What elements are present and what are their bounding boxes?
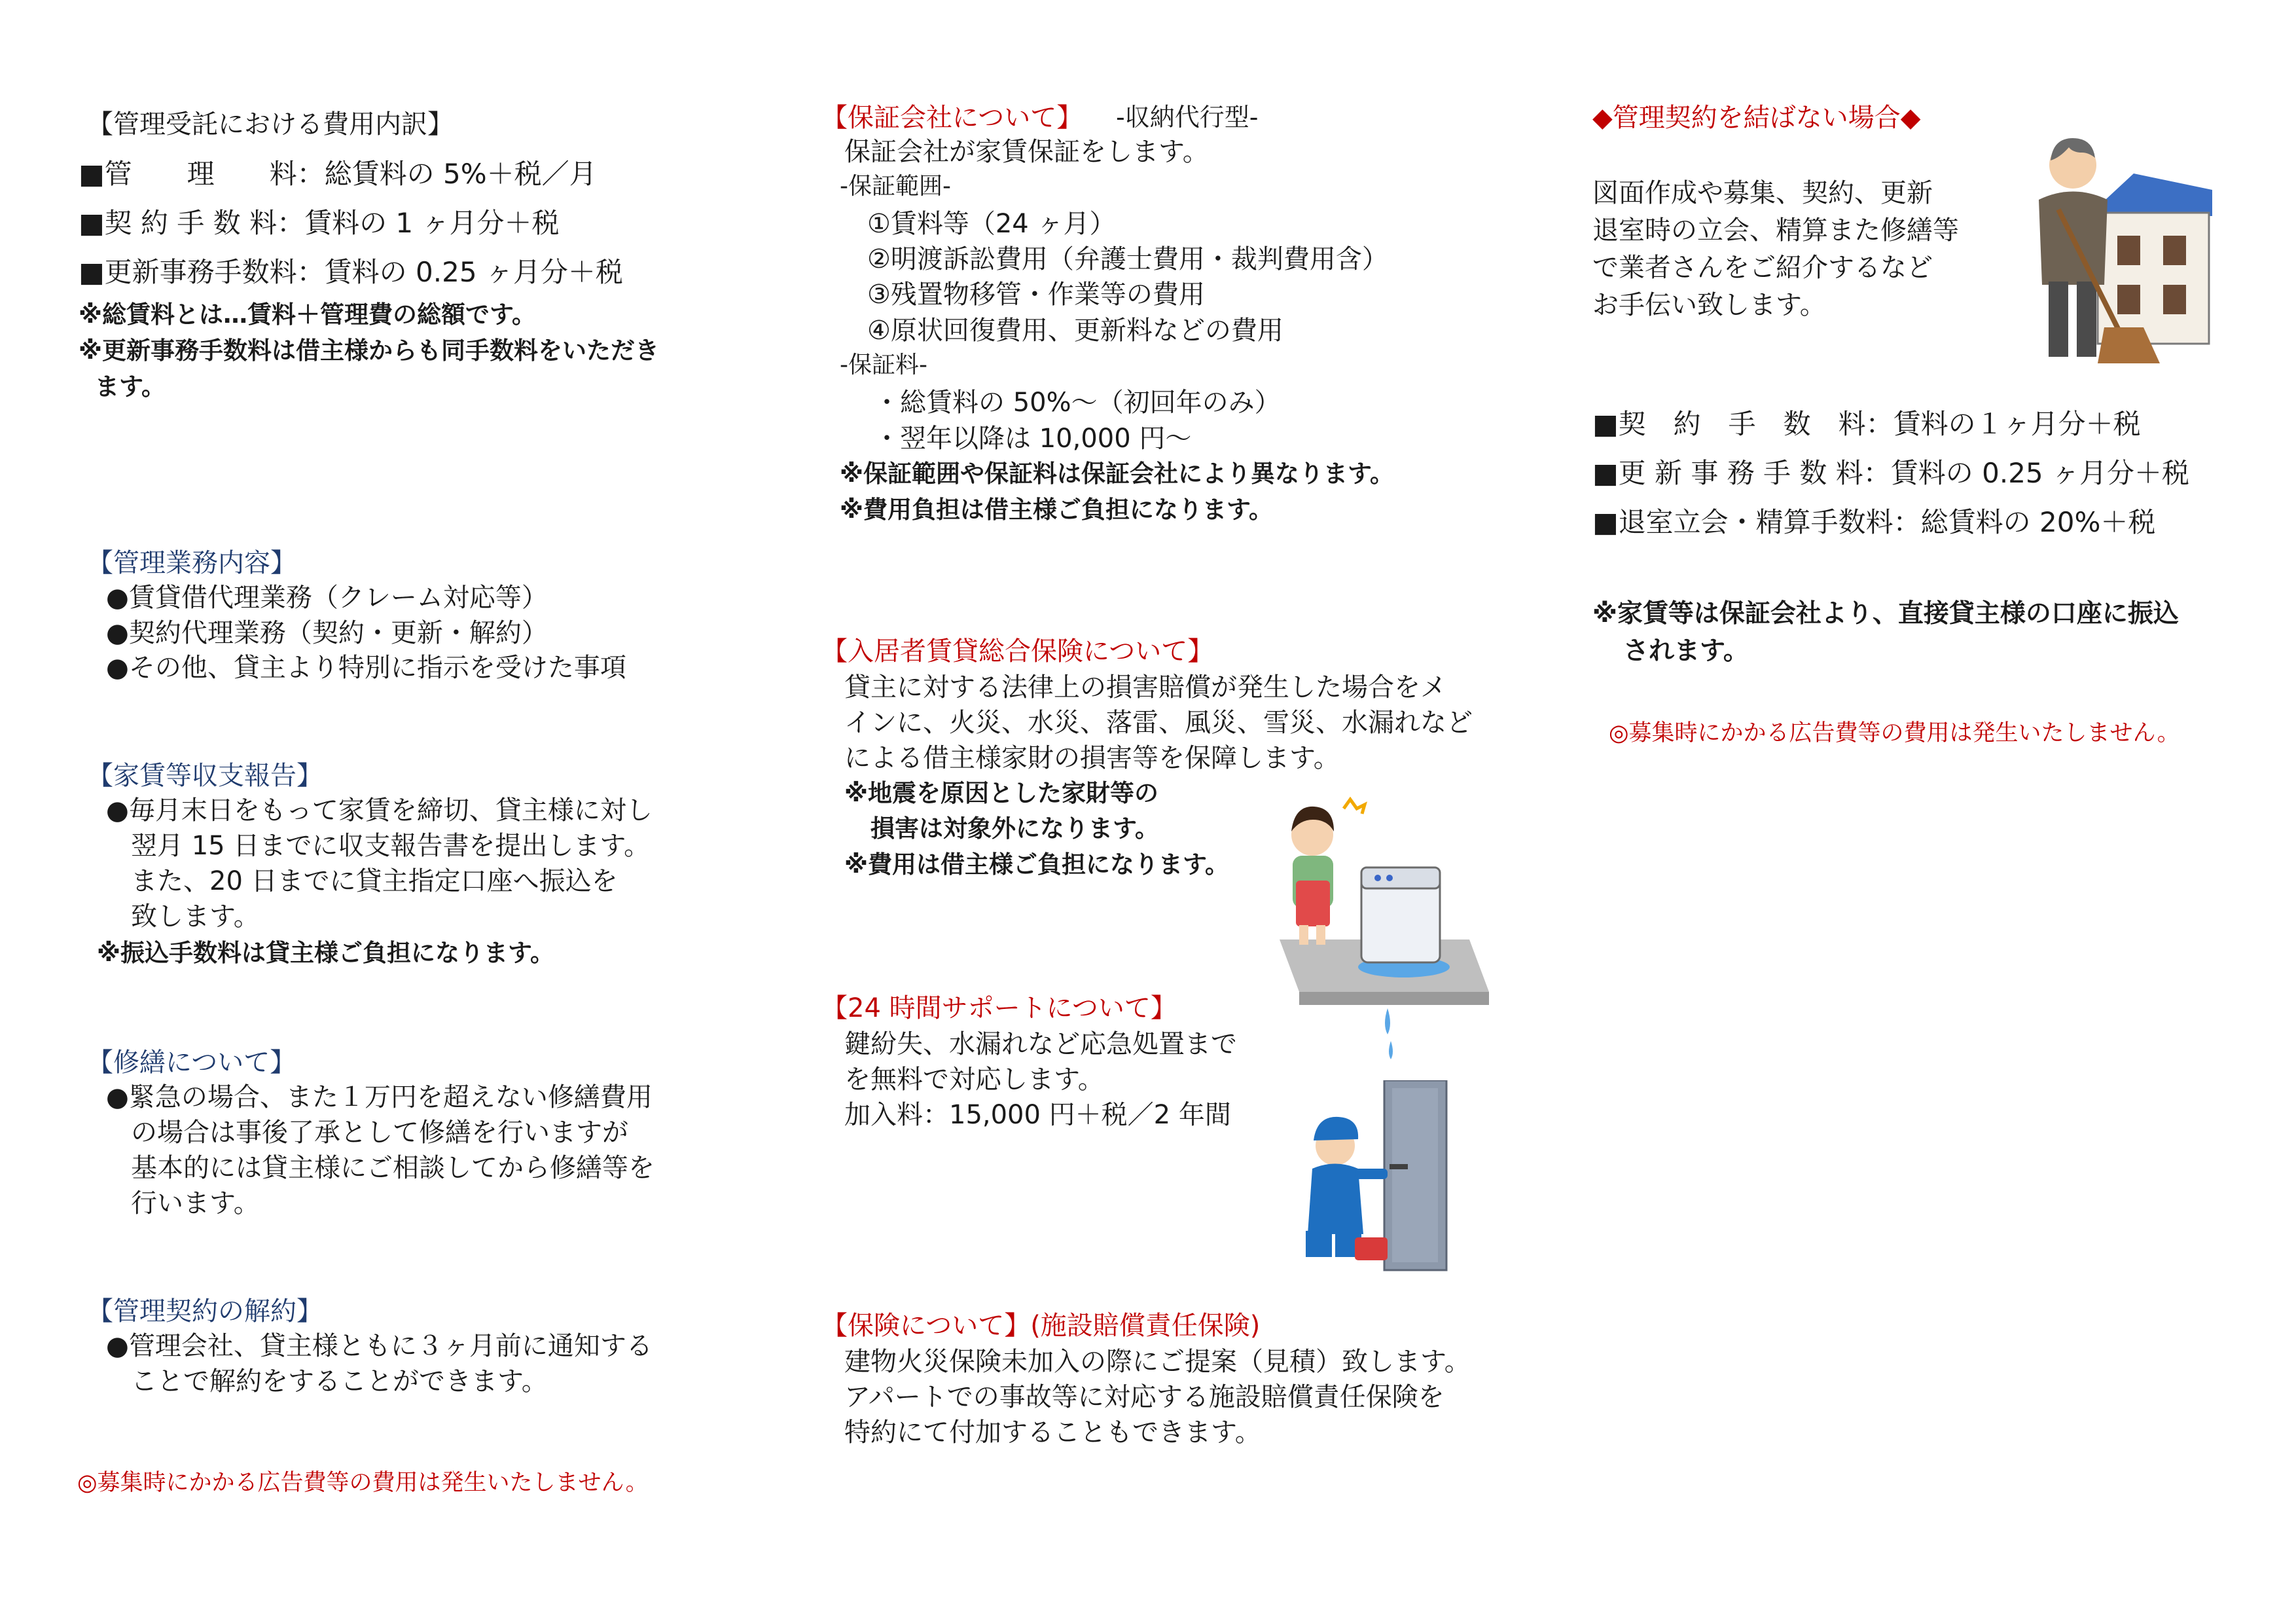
no-contract-note: ※家賃等は保証会社より、直接貸主様の口座に振込 [1592,599,2179,629]
right-footer-note: ◎募集時にかかる広告費等の費用は発生いたしません。 [1609,720,2180,746]
no-contract-intro: で業者さんをご紹介するなど [1592,253,1933,283]
repair-line: ●緊急の場合、また１万円を超えない修繕費用 [106,1082,653,1112]
guarantee-title: 【保証会社について】 [821,103,1083,133]
support-line: 鍵紛失、水漏れなど応急処置まで [844,1029,1237,1059]
insurance-line: による借主様家財の損害等を保障します。 [844,743,1340,773]
support-title: 【24 時間サポートについて】 [821,993,1177,1023]
cancel-line: ●管理会社、貸主様ともに３ヶ月前に通知する [106,1331,653,1361]
fee-title: 【管理受託における費用内訳】 [87,109,454,139]
no-contract-intro: お手伝い致します。 [1592,290,1826,320]
guarantee-range-item: ①賃料等（24 ヶ月） [867,209,1116,239]
water-drop [1389,1041,1393,1059]
facility-title: 【保険について】(施設賠償責任保険) [821,1311,1261,1341]
support-line: を無料で対応します。 [844,1065,1104,1095]
water-drop [1385,1008,1390,1034]
fee-management: ■管 理 料：総賃料の 5%＋税／月 [79,158,597,190]
no-contract-fee: ■退室立会・精算手数料：総賃料の 20%＋税 [1592,506,2156,538]
insurance-note: ※地震を原因とした家財等の [844,779,1158,807]
fee-note-renewal: ※更新事務手数料は借主様からも同手数料をいただき [79,337,659,365]
fee-note-total: ※総賃料とは…賃料＋管理費の総額です。 [79,301,537,329]
guarantee-note: ※保証範囲や保証料は保証会社により異なります。 [840,460,1395,488]
no-contract-intro: 退室時の立会、精算また修繕等 [1592,215,1959,246]
report-note: ※振込手数料は貸主様ご負担になります。 [97,939,555,967]
insurance-note: ※費用は借主様ご負担になります。 [844,850,1230,879]
facility-line: 特約にて付加することもできます。 [844,1417,1261,1448]
insurance-title: 【入居者賃貸総合保険について】 [821,636,1214,666]
sweeping-man-illustration [2026,137,2215,370]
cancel-line: ことで解約をすることができます。 [131,1366,548,1396]
no-contract-fee: ■更 新 事 務 手 数 料：賃料の 0.25 ヶ月分＋税 [1592,457,2190,489]
worker-cap [1314,1117,1358,1140]
locksmith-illustration [1299,1080,1463,1277]
report-line: 致します。 [131,902,260,932]
duty-item: ●賃貸借代理業務（クレーム対応等） [106,583,548,613]
facility-line: 建物火災保険未加入の際にご提案（見積）致します。 [844,1347,1471,1377]
repair-line: 行います。 [131,1188,260,1218]
woman-apron [1296,881,1330,926]
duties-title: 【管理業務内容】 [87,548,296,578]
duty-item: ●契約代理業務（契約・更新・解約） [106,618,548,648]
repair-line: 基本的には貸主様にご相談してから修繕等を [131,1153,655,1183]
left-footer-note: ◎募集時にかかる広告費等の費用は発生いたしません。 [77,1470,649,1496]
support-line: 加入料：15,000 円＋税／2 年間 [844,1100,1231,1130]
no-contract-fee: ■契 約 手 数 料：賃料の１ヶ月分＋税 [1592,408,2141,440]
guarantee-range-item: ③残置物移管・作業等の費用 [867,280,1205,310]
insurance-note: 損害は対象外になります。 [870,814,1160,843]
fee-renewal: ■更新事務手数料：賃料の 0.25 ヶ月分＋税 [79,256,623,288]
repair-line: の場合は事後了承として修繕を行いますが [131,1118,628,1148]
duty-item: ●その他、貸主より特別に指示を受けた事項 [106,653,626,683]
cancel-title: 【管理契約の解約】 [87,1296,323,1326]
guarantee-range-label: -保証範囲- [840,173,951,200]
guarantee-note: ※費用負担は借主様ご負担になります。 [840,496,1274,524]
guarantee-fee-item: ・総賃料の 50%～（初回年のみ） [874,388,1281,418]
no-contract-title: ◆管理契約を結ばない場合◆ [1592,103,1921,133]
no-contract-intro: 図面作成や募集、契約、更新 [1592,178,1933,208]
guarantee-fee-label: -保証料- [840,352,927,378]
fee-contract: ■契 約 手 数 料：賃料の 1 ヶ月分＋税 [79,207,560,239]
floor-edge [1299,992,1489,1005]
guarantee-subtitle: -収納代行型- [1116,103,1259,132]
guarantee-fee-item: ・翌年以降は 10,000 円～ [874,424,1192,454]
water-leak-illustration [1273,795,1496,1064]
insurance-line: 貸主に対する法律上の損害賠償が発生した場合をメ [844,672,1446,702]
door-handle [1390,1164,1408,1169]
toolbox [1355,1237,1388,1260]
insurance-line: インに、火災、水災、落雷、風災、雪災、水漏れなど [844,708,1473,738]
facility-line: アパートでの事故等に対応する施設賠償責任保険を [844,1382,1444,1412]
guarantee-intro: 保証会社が家賃保証をします。 [844,137,1209,167]
repair-title: 【修繕について】 [87,1048,296,1078]
report-line: 翌月 15 日までに収支報告書を提出します。 [131,831,651,861]
guarantee-range-item: ②明渡訴訟費用（弁護士費用・裁判費用含） [867,244,1388,274]
report-line: ●毎月末日をもって家賃を締切、貸主様に対し [106,795,653,826]
report-line: また、20 日までに貸主指定口座へ振込を [131,866,618,896]
guarantee-range-item: ④原状回復費用、更新料などの費用 [867,316,1283,346]
fee-note-renewal-cont: ます。 [95,373,166,401]
no-contract-note: されます。 [1623,636,1749,666]
report-title: 【家賃等収支報告】 [87,761,323,791]
